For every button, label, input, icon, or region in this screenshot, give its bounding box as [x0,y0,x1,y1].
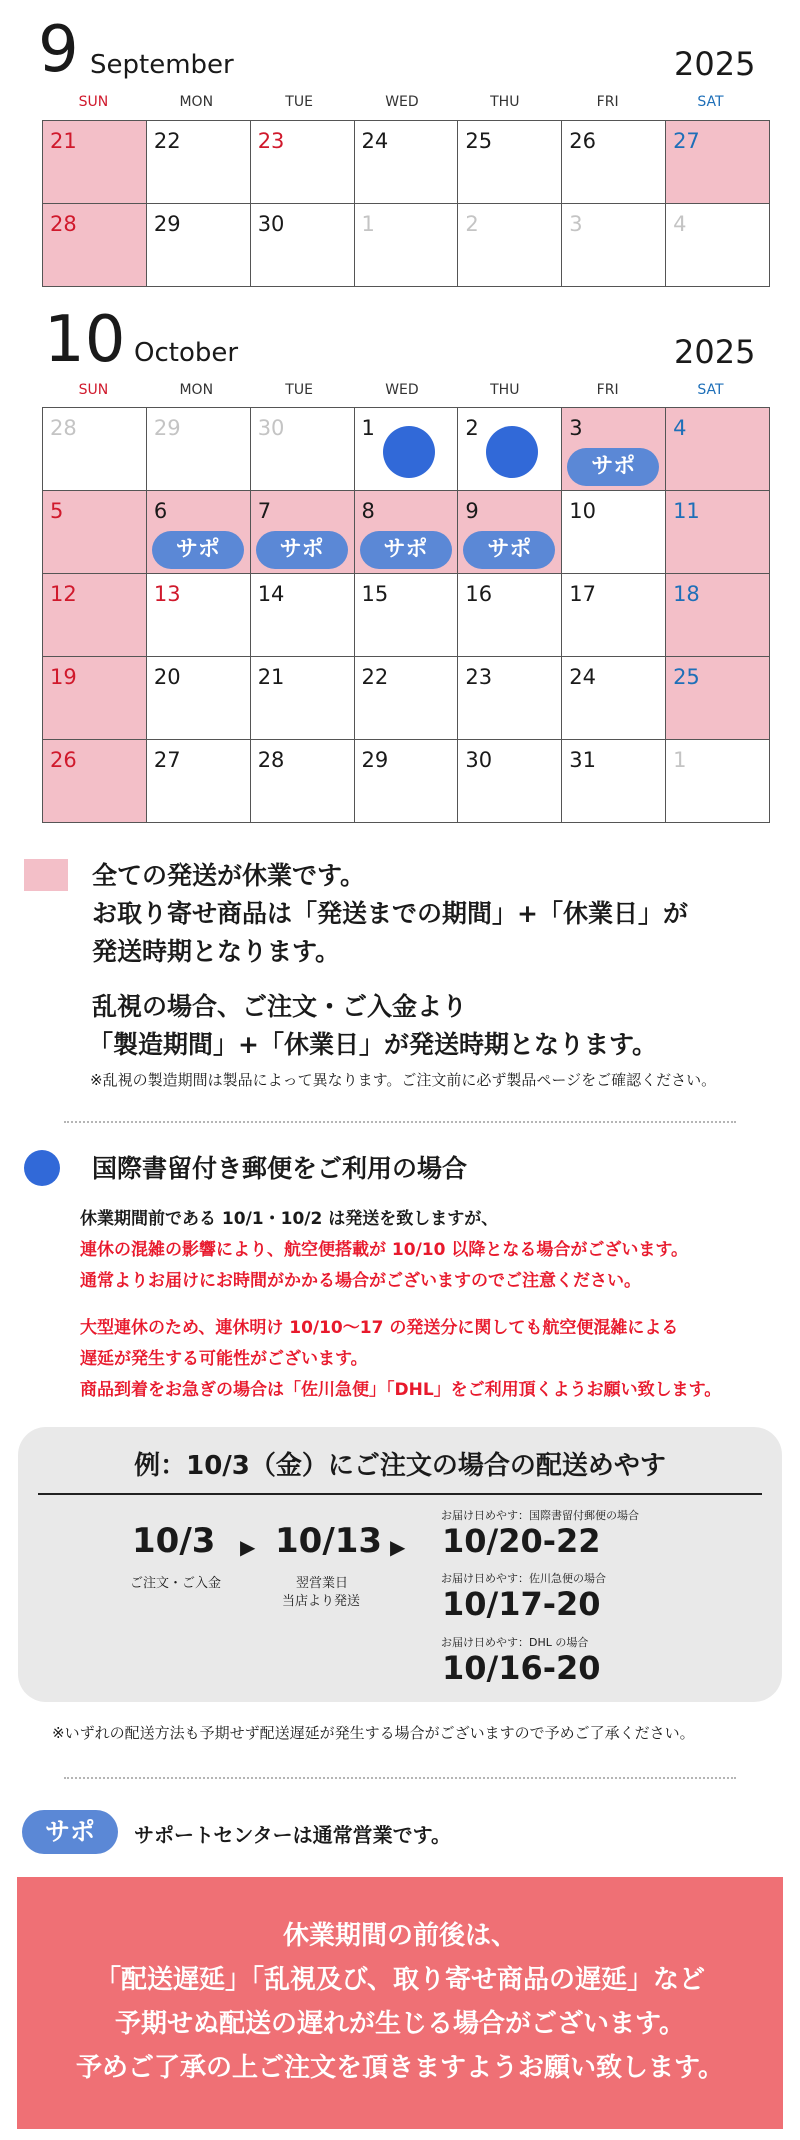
month-number-october: 10 [44,303,126,377]
support-badge: サポ [152,531,244,569]
calendar-day [250,657,354,740]
day-number: 29 [361,748,389,772]
calendar-day [43,740,147,823]
footer-line4: 予めご了承の上ご注文を頂きますようお願い致します。 [76,2053,724,2083]
footer-notice [17,1877,783,2129]
calendar-day [250,204,354,287]
day-number: 27 [673,129,700,153]
day-number: 21 [50,129,77,153]
month-name-september: September [90,50,234,80]
weekday-label: THU [490,94,520,110]
ship-date: 10/13 [275,1521,383,1561]
calendar-day [458,574,562,657]
calendar-day [250,740,354,823]
day-number: 24 [569,665,596,689]
calendar-day [458,204,562,287]
weekday-label: TUE [285,382,313,398]
calendar-week [43,657,770,740]
delivery-range: 10/16-20 [442,1649,601,1687]
legend-dot-title: 国際書留付き郵便をご利用の場合 [92,1154,468,1183]
day-number: 10 [569,499,596,523]
calendar-day [43,657,147,740]
divider [64,1121,736,1123]
calendar-day [43,491,147,574]
day-number: 26 [50,748,77,772]
weekday-label: TUE [285,94,313,110]
day-number: 4 [673,416,687,440]
legend-dot-p5: 遅延が発生する可能性がございます。 [80,1349,368,1369]
day-number: 4 [673,212,687,236]
calendar-day [354,204,458,287]
day-number: 20 [153,665,181,689]
day-number: 22 [153,129,181,153]
calendar-day [43,204,147,287]
delivery-label: お届け日めやす：国際書留付郵便の場合 [441,1509,639,1522]
day-number: 21 [257,665,285,689]
weekday-label: THU [490,382,520,398]
delivery-example-box [18,1427,782,1702]
weekday-label: SUN [78,382,109,398]
day-number: 12 [50,582,77,606]
day-number: 16 [465,582,493,606]
calendar-day [562,491,666,574]
weekday-label: WED [385,382,419,398]
order-label: ご注文・ご入金 [130,1576,222,1591]
calendar-day [562,121,666,204]
calendar-day [666,491,770,574]
order-date: 10/3 [132,1521,216,1561]
day-number: 23 [465,665,493,689]
day-number: 14 [257,582,285,606]
weekday-label: SUN [78,94,109,110]
legend-dot-p1: 休業期間前である 10/1・10/2 は発送を致しますが、 [80,1209,499,1229]
day-number: 30 [257,212,285,236]
calendar-day [666,574,770,657]
calendar-day [458,491,562,574]
day-number: 28 [50,212,77,236]
ship-label-2: 当店より発送 [282,1594,361,1609]
day-number: 25 [673,665,700,689]
calendar-week [43,740,770,823]
calendar-day [354,408,458,491]
calendar-day [250,491,354,574]
day-number: 2 [465,212,479,236]
calendar-week [43,121,770,204]
divider [64,1777,736,1779]
calendar-week [43,574,770,657]
calendar-day [666,657,770,740]
day-number: 19 [50,665,77,689]
day-number: 1 [361,212,375,236]
support-badge: サポ [567,448,659,486]
year-september: 2025 [674,45,756,83]
day-number: 1 [673,748,687,772]
legend-pink-line4: 乱視の場合、ご注文・ご入金より [92,992,468,1021]
weekday-label: WED [385,94,419,110]
calendar-week [43,204,770,287]
day-number: 5 [50,499,64,523]
international-mail-dot-icon [383,426,435,478]
weekday-label: SAT [697,94,724,110]
day-number: 7 [257,499,272,523]
delivery-range: 10/20-22 [442,1522,601,1560]
day-number: 28 [50,416,77,440]
calendar-day [43,121,147,204]
calendar-day [146,121,250,204]
day-number: 2 [465,416,479,440]
day-number: 28 [257,748,285,772]
day-number: 27 [153,748,181,772]
weekday-label: MON [179,382,214,398]
calendar-day [458,121,562,204]
calendar-day [43,408,147,491]
legend-pink-swatch [24,859,68,891]
day-number: 6 [153,499,168,523]
support-badge: サポ [22,1810,118,1854]
calendar-day [250,574,354,657]
day-number: 17 [569,582,596,606]
calendar-day [666,121,770,204]
weekday-label: SAT [697,382,724,398]
delivery-label: お届け日めやす：DHL の場合 [441,1636,589,1649]
day-number: 3 [569,416,583,440]
day-number: 15 [361,582,389,606]
calendar-day [666,740,770,823]
calendar-day [354,491,458,574]
calendar-day [146,574,250,657]
calendar-day [146,657,250,740]
footer-line3: 予期せぬ配送の遅れが生じる場合がございます。 [115,2009,685,2039]
legend-pink-note: ※乱視の製造期間は製品によって異なります。ご注文前に必ず製品ページをご確認ください。 [90,1071,717,1089]
legend-blue-dot [24,1150,60,1186]
legend-pink-line3: 発送時期となります。 [92,937,341,966]
day-number: 29 [153,416,181,440]
calendar-day [146,740,250,823]
calendar-day [458,657,562,740]
calendar-day [250,408,354,491]
day-number: 22 [361,665,389,689]
calendar-september [42,120,770,287]
footer-line2: 「配送遅延」「乱視及び、取り寄せ商品の遅延」など [95,1965,705,1995]
ship-label-1: 翌営業日 [296,1576,349,1591]
calendar-day [250,121,354,204]
calendar-week [43,491,770,574]
example-note: ※いずれの配送方法も予期せず配送遅延が発生する場合がございますので予めご了承ください。 [52,1724,695,1742]
calendar-day [562,657,666,740]
day-number: 30 [257,416,285,440]
calendar-day [666,204,770,287]
calendar-day [354,121,458,204]
day-number: 30 [465,748,493,772]
day-number: 23 [257,129,285,153]
day-number: 18 [673,582,700,606]
calendar-day [146,204,250,287]
calendar-october [42,407,770,823]
support-badge: サポ [360,531,452,569]
weekday-label: MON [179,94,214,110]
legend-pink-line5: 「製造期間」+「休業日」が発送時期となります。 [88,1030,657,1059]
calendar-day [146,408,250,491]
calendar-day [562,204,666,287]
calendar-day [562,574,666,657]
delivery-range: 10/17-20 [442,1585,601,1623]
month-name-october: October [134,338,239,368]
weekday-label: FRI [596,94,619,110]
calendar-day [146,491,250,574]
calendar-day [354,657,458,740]
calendar-week [43,408,770,491]
example-title: 例：10/3（金）にご注文の場合の配送めやす [134,1451,666,1481]
example-title-rule [38,1493,762,1495]
international-mail-dot-icon [486,426,538,478]
calendar-day [458,408,562,491]
weekday-label: FRI [596,382,619,398]
day-number: 9 [465,499,479,523]
day-number: 13 [153,582,181,606]
legend-dot-p6: 商品到着をお急ぎの場合は「佐川急便」「DHL」をご利用頂くようお願い致します。 [80,1380,722,1400]
legend-dot-p2: 連休の混雑の影響により、航空便搭載が 10/10 以降となる場合がございます。 [80,1240,688,1260]
support-badge: サポ [463,531,555,569]
day-number: 1 [361,416,375,440]
month-number-september: 9 [38,13,79,87]
day-number: 11 [673,499,700,523]
calendar-day [562,408,666,491]
day-number: 31 [569,748,596,772]
day-number: 24 [361,129,389,153]
legend-dot-p3: 通常よりお届けにお時間がかかる場合がございますのでご注意ください。 [80,1271,641,1291]
footer-line1: 休業期間の前後は、 [282,1921,517,1951]
calendar-day [354,740,458,823]
arrow-icon: ▶ [240,1535,256,1559]
weekday-row-september [42,94,762,114]
calendar-day [354,574,458,657]
legend-dot-p4: 大型連休のため、連休明け 10/10〜17 の発送分に関しても航空便混雑による [80,1318,679,1338]
calendar-day [43,574,147,657]
day-number: 8 [361,499,375,523]
calendar-day [666,408,770,491]
day-number: 29 [153,212,181,236]
weekday-row-october [42,382,762,402]
day-number: 3 [569,212,583,236]
delivery-label: お届け日めやす：佐川急便の場合 [441,1572,606,1585]
day-number: 26 [569,129,596,153]
legend-pink-line1: 全ての発送が休業です。 [92,861,366,890]
calendar-day [562,740,666,823]
arrow-icon: ▶ [390,1535,406,1559]
calendar-day [458,740,562,823]
year-october: 2025 [674,333,756,371]
support-badge: サポ [256,531,348,569]
day-number: 25 [465,129,493,153]
support-text: サポートセンターは通常営業です。 [134,1823,451,1847]
legend-pink-line2: お取り寄せ商品は「発送までの期間」+「休業日」が [92,899,688,928]
